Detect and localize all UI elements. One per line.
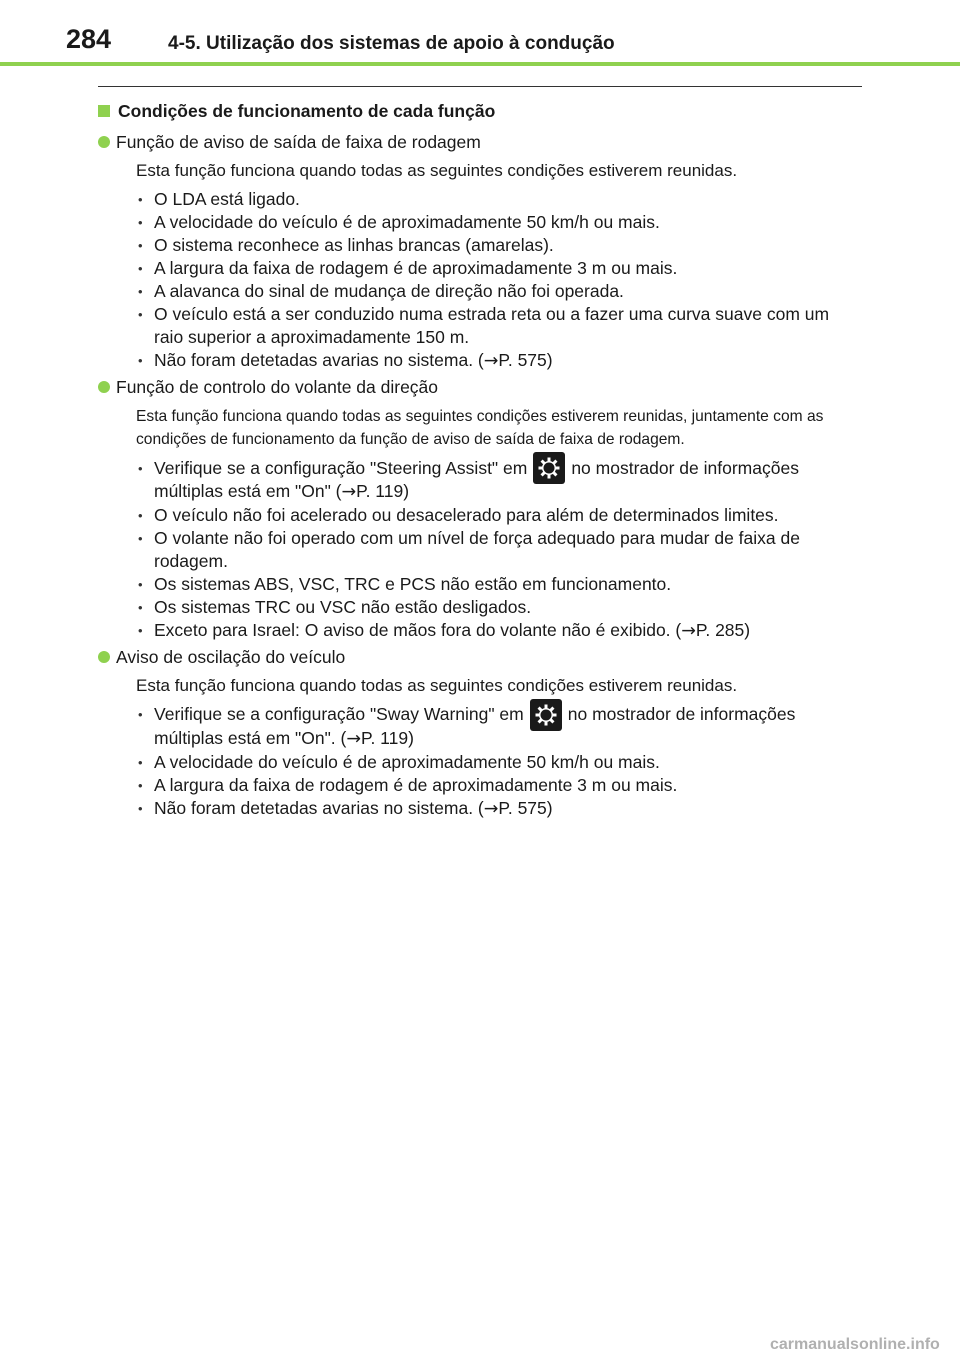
list-item: • A velocidade do veículo é de aproximadamente 50 km/h ou mais. [136,211,862,234]
circle-bullet-icon [98,136,110,148]
list-item-text-cont: no mostrador de informações múltiplas está em "On" ( [154,458,799,502]
condition-list [136,188,862,373]
arrow-right-icon: → [681,621,696,642]
list-item [136,797,862,821]
list-item: • O volante não foi operado com um nível de força adequado para mudar de faixa de rodagem. [136,527,862,573]
list-item-text-end: ) [403,481,410,502]
subsection-sway-warning [98,645,862,820]
page-reference-link[interactable]: P. 119 [356,481,404,502]
arrow-right-icon: → [346,728,362,749]
list-item-text: Não foram detetadas avarias no sistema. ( [154,350,484,370]
circle-bullet-icon [98,381,110,393]
list-item [136,457,862,504]
arrow-right-icon: → [483,798,499,819]
list-item: • A alavanca do sinal de mudança de direção não foi operada. [136,280,862,303]
list-item: • O veículo não foi acelerado ou desacelerado para além de determinados limites. [136,504,862,527]
divider [98,86,862,87]
subsection-heading [98,130,862,154]
list-item-text-end: ) [546,797,553,818]
condition-list [136,457,862,643]
list-item-text: Verifique se a configuração "Steering Assist" em [154,458,528,478]
settings-gear-icon [530,699,562,731]
list-item: • O LDA está ligado. [136,188,862,211]
list-item: • A velocidade do veículo é de aproximadamente 50 km/h ou mais. [136,751,862,774]
page-reference-link[interactable]: P. 575 [498,350,547,370]
subsection-title: Função de controlo do volante da direção [116,377,439,397]
circle-bullet-icon [98,651,110,663]
list-item-text-end: ) [408,727,414,748]
subsection-title: Função de aviso de saída de faixa de rodagem [116,132,481,152]
list-item-text: Verifique se a configuração "Sway Warning" em [154,704,524,725]
list-item: • O sistema reconhece as linhas brancas (amarelas). [136,234,862,257]
page-header [0,0,960,66]
subsection-heading [98,645,862,669]
square-bullet-icon [98,105,110,117]
page-number: 284 [66,24,112,54]
main-content [98,98,862,823]
list-item-text-end: ) [744,620,751,641]
subsection-lane-departure-alert [98,130,862,373]
subsection-heading [98,375,862,399]
subsection-intro: Esta função funciona quando todas as seguintes condições estiverem reunidas. [136,161,738,180]
settings-gear-icon [533,452,565,484]
list-item [136,349,862,373]
list-item: • Os sistemas ABS, VSC, TRC e PCS não estão em funcionamento. [136,573,862,596]
section-heading [98,98,862,124]
list-item: • O veículo está a ser conduzido numa estrada reta ou a fazer uma curva suave com um raio superior a aproximadamente 150 m. [136,303,862,349]
list-item: • Os sistemas TRC ou VSC não estão desligados. [136,596,862,619]
list-item [136,703,862,750]
list-item-text: Exceto para Israel: O aviso de mãos fora do volante não é exibido. ( [154,620,682,641]
arrow-right-icon: → [341,482,357,503]
list-item: • A largura da faixa de rodagem é de aproximadamente 3 m ou mais. [136,257,862,280]
list-item-text-end: ) [546,350,553,370]
list-item-text: Não foram detetadas avarias no sistema. ( [154,797,484,818]
condition-list [136,703,862,820]
page-reference-link[interactable]: P. 119 [361,727,409,748]
page-reference-link[interactable]: P. 575 [498,797,547,818]
arrow-right-icon: → [483,351,499,371]
subsection-title: Aviso de oscilação do veículo [116,647,346,668]
subsection-intro: Esta função funciona quando todas as seguintes condições estiverem reunidas. [136,676,738,696]
chapter-title: 4-5. Utilização dos sistemas de apoio à condução [168,33,615,54]
subsection-intro: Esta função funciona quando todas as seguintes condições estiverem reunidas, juntamente com as condições de funcionamento da função de aviso de saída de faixa de rodagem. [136,408,824,448]
list-item [136,619,862,643]
list-item-text-cont: no mostrador de informações múltiplas está em "On". ( [154,704,796,748]
watermark: carmanualsonline.info [770,1336,940,1353]
subsection-steering-control [98,375,862,643]
page-reference-link[interactable]: P. 285 [695,620,745,641]
list-item: • A largura da faixa de rodagem é de aproximadamente 3 m ou mais. [136,774,862,797]
section-heading-text: Condições de funcionamento de cada função [118,101,496,121]
